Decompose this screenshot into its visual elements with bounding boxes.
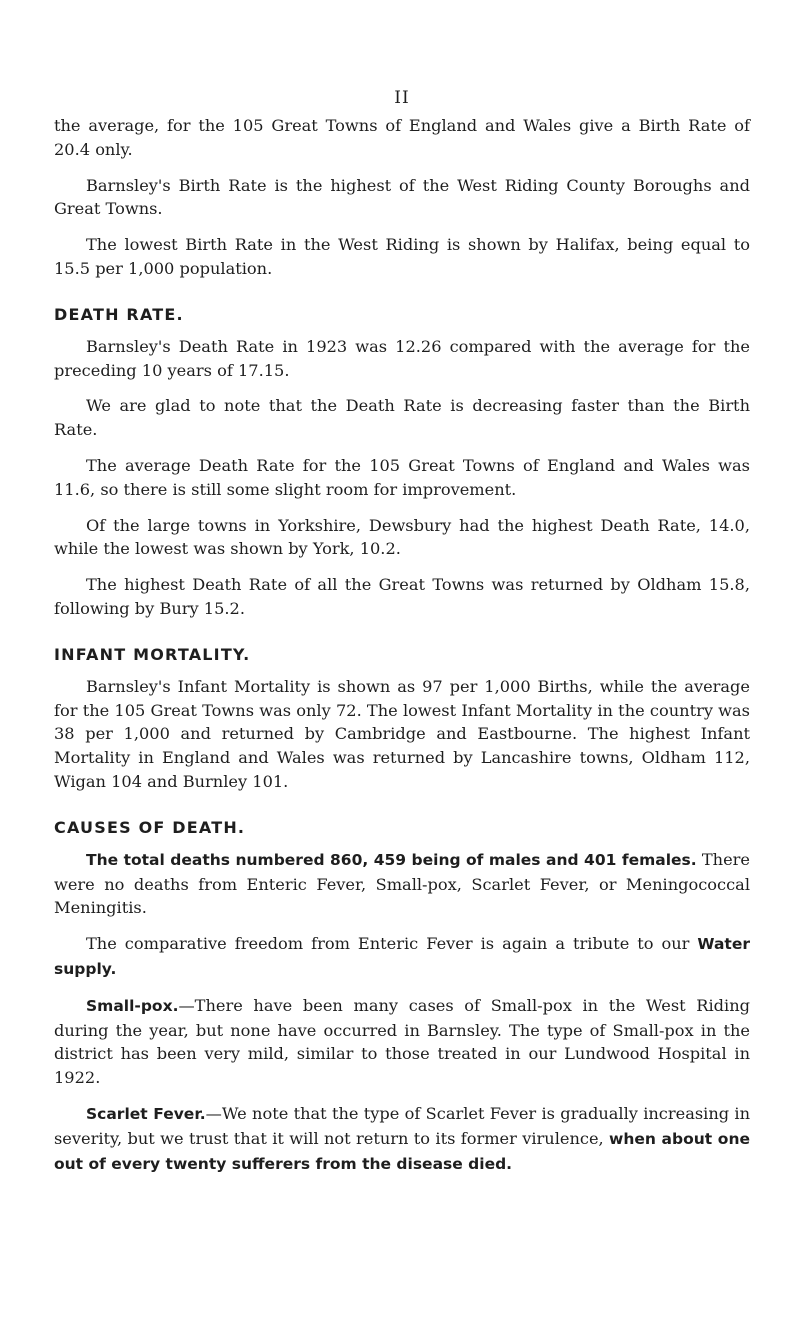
intro-paragraph-1: the average, for the 105 Great Towns of England and Wales give a Birth Rate of 20.4 only.: [54, 116, 750, 159]
death-rate-paragraph-1: Barnsley's Death Rate in 1923 was 12.26 compared with the average for the preceding 10 years of 17.15.: [54, 336, 750, 380]
scarlet-fever-paragraph: [54, 1102, 750, 1176]
total-deaths-paragraph: [54, 848, 750, 920]
infant-mortality-paragraph: Barnsley's Infant Mortality is shown as 97 per 1,000 Births, while the average for the 105 Great Towns was only 72. The lowest Infant Mortality in the country was 38 per 1,000 and returned by Cambridge and Eastbourne. The highest Infant Mortality in England and Wales was returned by Lancashire towns, Oldham 112, Wigan 104 and Burnley 101.: [54, 676, 750, 791]
intro-paragraph-2: Barnsley's Birth Rate is the highest of the West Riding County Boroughs and Great Towns.: [54, 175, 750, 219]
causes-of-death-heading: CAUSES OF DEATH.: [54, 817, 246, 837]
death-rate-paragraph-2: We are glad to note that the Death Rate is decreasing faster than the Birth Rate.: [54, 396, 750, 440]
enteric-text: The comparative freedom from Enteric Fever is again a tribute to our: [86, 934, 698, 954]
death-rate-heading: DEATH RATE.: [54, 304, 184, 324]
smallpox-heading: Small-pox.: [86, 996, 179, 1015]
scarlet-fever-heading: Scarlet Fever.: [86, 1104, 206, 1123]
death-rate-paragraph-3: The average Death Rate for the 105 Great Towns of England and Wales was 11.6, so there is still some slight room for improvement.: [54, 455, 750, 499]
intro-paragraph-3: The lowest Birth Rate in the West Riding is shown by Halifax, being equal to 15.5 per 1,000 population.: [54, 235, 750, 278]
document-page: [54, 90, 750, 1176]
enteric-paragraph: [54, 932, 750, 982]
scarlet-fever-text: —We note that the type of Scarlet Fever is gradually increasing in severity, but we trust that it will not return to its former virulence,: [54, 1103, 751, 1148]
death-rate-paragraph-5: The highest Death Rate of all the Great Towns was returned by Oldham 15.8, following by Bury 15.2.: [54, 575, 750, 618]
water-supply-bold: Water supply.: [54, 935, 750, 978]
smallpox-paragraph: [54, 994, 750, 1090]
death-rate-paragraph-4: Of the large towns in Yorkshire, Dewsbury had the highest Death Rate, 14.0, while the lowest was shown by York, 10.2.: [54, 515, 750, 559]
infant-mortality-heading: INFANT MORTALITY.: [54, 644, 251, 664]
total-deaths-rest: There were no deaths from Enteric Fever, Small-pox, Scarlet Fever, or Meningococcal Meningitis.: [54, 849, 750, 918]
scarlet-fever-bold: when about one out of every twenty sufferers from the disease died.: [54, 1129, 750, 1173]
total-deaths-bold: The total deaths numbered 860, 459 being of males and 401 females.: [86, 850, 697, 869]
smallpox-text: —There have been many cases of Small-pox in the West Riding during the year, but none have occurred in Barnsley. The type of Small-pox in the district has been very mild, similar to those treated in our Lundwood Hospital in 1922.: [54, 995, 750, 1088]
page-number: II: [394, 88, 410, 108]
